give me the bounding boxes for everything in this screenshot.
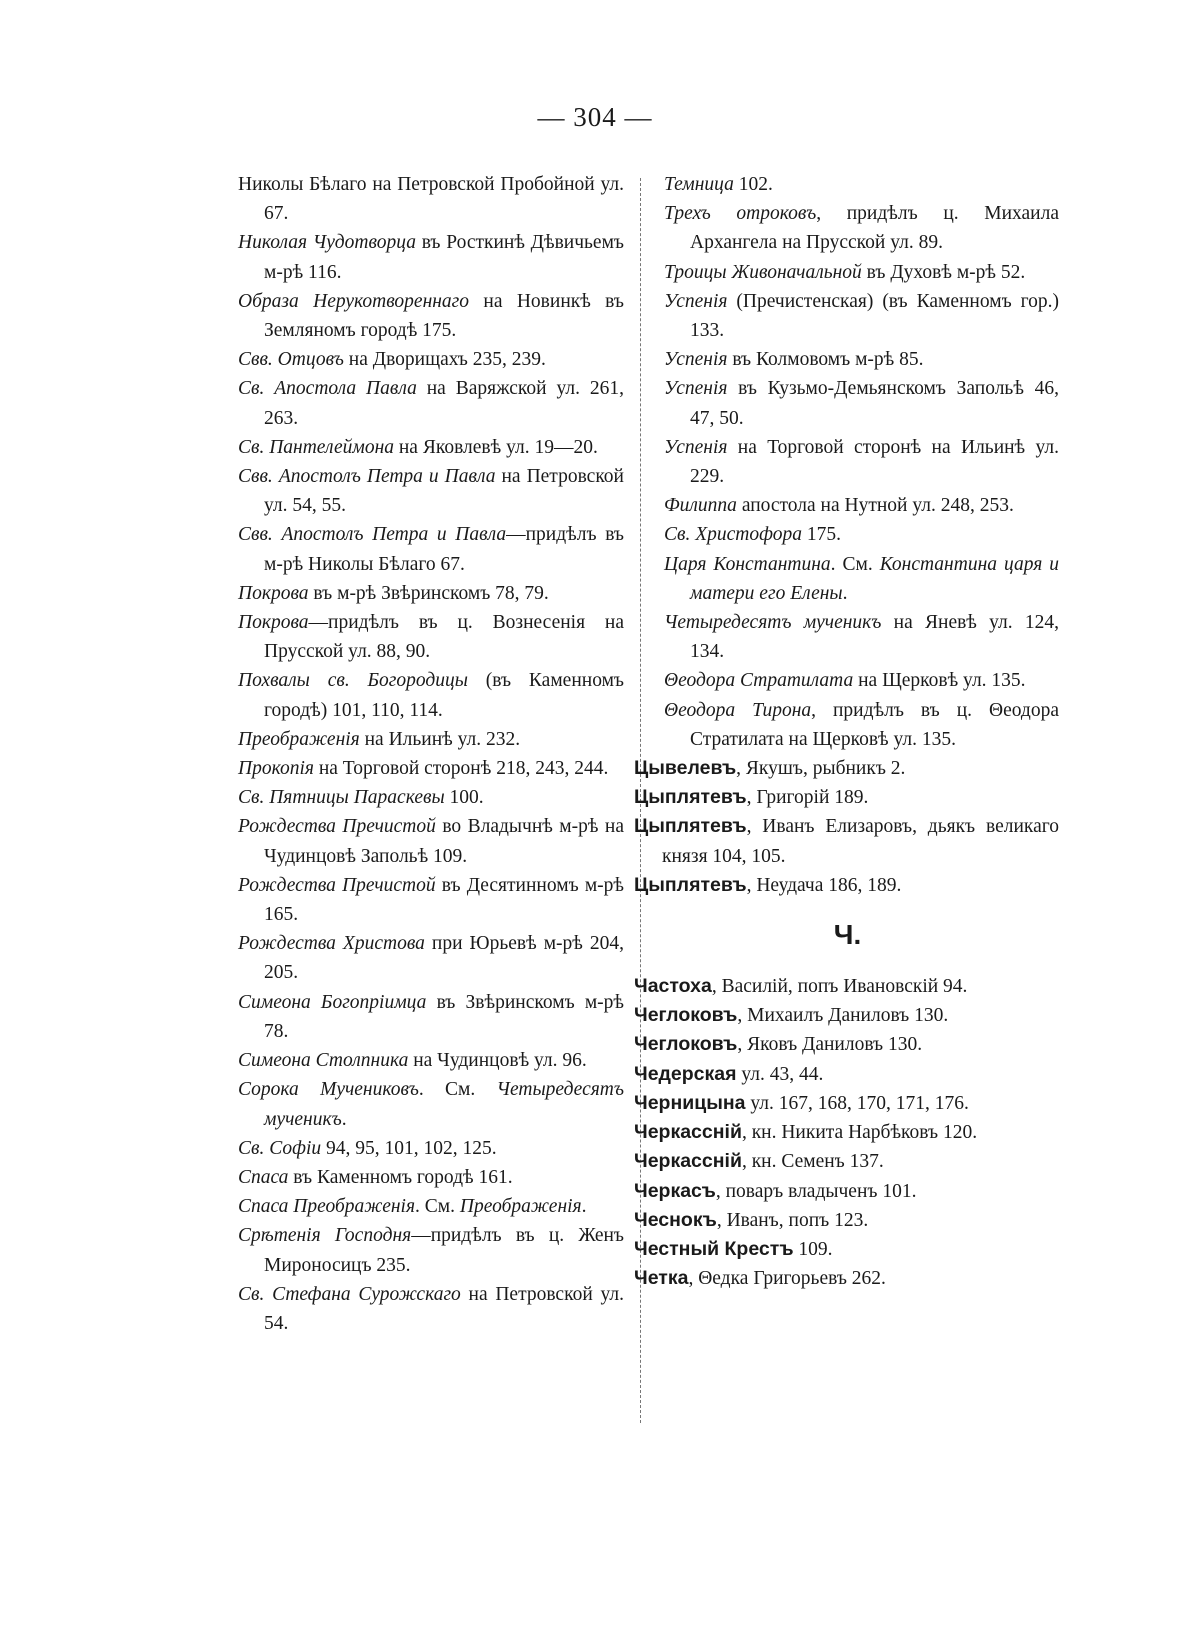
- index-entry: [664, 608, 1059, 666]
- entry-text: .: [341, 1108, 347, 1130]
- entry-title: Филиппа: [664, 495, 737, 517]
- entry-title: Рождества Пречистой: [238, 816, 436, 838]
- index-entry: [238, 754, 624, 783]
- entry-text: , Григорій 189.: [746, 787, 869, 809]
- entry-text: , Θедка Григорьевъ 262.: [688, 1268, 886, 1290]
- entry-text: на Щерковѣ ул. 135.: [853, 670, 1026, 692]
- index-entry: [238, 1134, 624, 1163]
- name-entry: [636, 972, 1059, 1001]
- entry-title: Успенія: [664, 436, 728, 458]
- entry-title: Θеодора Тирона: [664, 699, 812, 721]
- left-column: [238, 170, 624, 1338]
- entry-text: (Пречистенская) (въ Каменномъ гор.) 133.: [690, 290, 1059, 342]
- entry-text: 109.: [793, 1238, 833, 1260]
- entry-title: Успенія: [664, 349, 728, 371]
- entry-text: —придѣлъ въ ц. Вознесенія на Прусской ул. 88, 90.: [264, 612, 624, 663]
- entry-text: въ Колмовомъ м-рѣ 85.: [727, 349, 924, 371]
- entry-title: Св. Апостола Павла: [238, 378, 417, 400]
- entry-reference: Преображенія: [459, 1196, 582, 1218]
- index-entry: [238, 1075, 624, 1133]
- entry-title: Покрова: [238, 612, 309, 634]
- index-entry: [238, 929, 624, 987]
- entry-text: . См.: [830, 553, 880, 575]
- name-entry: [636, 1235, 1059, 1264]
- entry-name: Черкасъ: [634, 1179, 716, 1202]
- index-entry: [238, 374, 624, 432]
- entry-text: .: [842, 582, 848, 604]
- entry-text: 102.: [733, 174, 773, 195]
- entry-text: . См.: [415, 1196, 460, 1218]
- name-entry: [636, 1118, 1059, 1147]
- entry-name: Четка: [634, 1267, 689, 1290]
- page-number: — 304 —: [537, 102, 653, 132]
- entry-text: на Торговой сторонѣ 218, 243, 244.: [313, 758, 609, 780]
- index-entry: [238, 1046, 624, 1075]
- entry-title: Похвалы св. Богородицы: [238, 670, 468, 692]
- name-entry: [636, 1206, 1059, 1235]
- entry-text: на Торговой сторонѣ на Ильинѣ ул. 229.: [690, 436, 1059, 488]
- entry-text: ул. 43, 44.: [736, 1063, 824, 1085]
- index-entry: [238, 725, 624, 754]
- index-entry: [238, 608, 624, 666]
- name-entry: [636, 1264, 1059, 1293]
- entry-title: Рождества Пречистой: [238, 874, 436, 896]
- entry-title: Срѣтенія Господня: [238, 1225, 412, 1247]
- index-entry: [238, 666, 624, 724]
- entry-text: , кн. Семенъ 137.: [741, 1151, 884, 1173]
- entry-name: Черкассній: [634, 1150, 742, 1173]
- entry-text: на Ильинѣ ул. 232.: [359, 728, 521, 750]
- entry-name: Цыплятевъ: [634, 786, 747, 809]
- index-entry: [664, 374, 1059, 432]
- entry-text: 175.: [801, 524, 841, 546]
- entry-text: въ Звѣринскомъ м-рѣ 78.: [264, 991, 625, 1042]
- name-entry: [636, 1060, 1059, 1089]
- entry-text: на Чудинцовѣ ул. 96.: [408, 1050, 587, 1072]
- entry-name: Черницына: [634, 1091, 746, 1114]
- entry-title: Царя Константина: [664, 553, 831, 575]
- entry-text: въ м-рѣ Звѣринскомъ 78, 79.: [308, 582, 549, 604]
- entry-text: (въ Каменномъ городѣ) 101, 110, 114.: [264, 670, 624, 721]
- entry-name: Частоха: [634, 975, 712, 998]
- entry-text: въ Десятинномъ м-рѣ 165.: [264, 874, 624, 926]
- entry-text: , придѣлъ ц. Михаила Архангела на Прусской ул. 89.: [690, 203, 1060, 254]
- entry-text: . См.: [418, 1079, 497, 1101]
- entry-name: Цыплятевъ: [634, 815, 747, 838]
- name-entry: [636, 1147, 1059, 1176]
- index-entry: [238, 988, 624, 1046]
- name-entry: [636, 1030, 1059, 1059]
- name-entry: [636, 812, 1059, 870]
- index-entry: [238, 579, 624, 608]
- index-entry: [238, 287, 624, 345]
- index-entry: [238, 1280, 624, 1338]
- entry-text: апостола на Нутной ул. 248, 253.: [736, 495, 1014, 517]
- name-entry-list-ts: [634, 754, 1059, 900]
- entry-title: Св. Пантелеймона: [238, 436, 394, 458]
- entry-name: Цыплятевъ: [634, 873, 747, 896]
- entry-title: Троицы Живоначальной: [664, 261, 862, 283]
- entry-title: Спаса Преображенія: [238, 1196, 416, 1218]
- entry-text: , Василій, попъ Ивановскій 94.: [711, 976, 968, 998]
- entry-text: 94, 95, 101, 102, 125.: [321, 1137, 497, 1159]
- index-entry: [238, 520, 624, 578]
- entry-text: на Новинкѣ въ Земляномъ городѣ 175.: [264, 290, 624, 342]
- name-entry: [636, 1089, 1059, 1118]
- entry-text: , Неудача 186, 189.: [746, 874, 902, 896]
- entry-title: Свв. Отцовъ: [238, 349, 344, 371]
- left-entry-list: [238, 170, 624, 1338]
- entry-text: , Яковъ Даниловъ 130.: [737, 1034, 923, 1056]
- entry-reference: Четыредесятъ мученикъ: [264, 1079, 624, 1130]
- entry-title: Прокопія: [238, 758, 314, 780]
- index-entry: [664, 696, 1059, 754]
- entry-text: при Юрьевѣ м-рѣ 204, 205.: [264, 933, 624, 984]
- entry-text: , Якушъ, рыбникъ 2.: [736, 758, 906, 780]
- index-entry: [238, 783, 624, 812]
- entry-name: Черкассній: [634, 1121, 742, 1144]
- entry-title: Успенія: [664, 378, 728, 400]
- entry-text: , Иванъ, попъ 123.: [716, 1209, 869, 1231]
- index-entry: [238, 170, 624, 228]
- entry-text: на Петровской ул. 54, 55.: [264, 466, 624, 517]
- entry-title: Рождества Христова: [238, 933, 425, 955]
- entry-title: Θеодора Стратилата: [664, 670, 854, 692]
- entry-text: въ Кузьмо-Демьянскомъ Запольѣ 46, 47, 50.: [690, 378, 1059, 429]
- entry-title: Темница: [664, 174, 734, 195]
- letter-heading: Ч.: [833, 919, 862, 951]
- entry-title: Св. Пятницы Параскевы: [238, 787, 445, 809]
- entry-title: Св. Стефана Сурожскаго: [238, 1283, 461, 1305]
- entry-name: Чеглоковъ: [634, 1033, 738, 1056]
- entry-title: Сорока Мучениковъ: [238, 1079, 419, 1101]
- index-entry: [238, 462, 624, 520]
- right-entry-list: [664, 170, 1059, 754]
- entry-name: Чеснокъ: [634, 1208, 717, 1231]
- entry-text: на Варяжской ул. 261, 263.: [264, 378, 624, 429]
- index-entry: [238, 433, 624, 462]
- entry-text: на Дворищахъ 235, 239.: [343, 349, 546, 371]
- index-entry: [664, 258, 1059, 287]
- entry-title: Покрова: [238, 582, 309, 604]
- entry-text: ул. 167, 168, 170, 171, 176.: [745, 1092, 969, 1114]
- entry-text: , поваръ владыченъ 101.: [715, 1180, 917, 1202]
- entry-text: , Михаилъ Даниловъ 130.: [737, 1005, 949, 1027]
- entry-title: Успенія: [664, 290, 728, 312]
- entry-text: Николы Бѣлаго на Петровской Пробойной ул. 67.: [238, 174, 624, 225]
- index-entry: [238, 1221, 624, 1279]
- entry-text: на Яневѣ ул. 124, 134.: [690, 612, 1059, 663]
- entry-name: Чеглоковъ: [634, 1004, 738, 1027]
- index-entry: [664, 287, 1059, 345]
- entry-text: въ Духовѣ м-рѣ 52.: [861, 261, 1026, 283]
- name-entry: [636, 754, 1059, 783]
- entry-text: —придѣлъ въ м-рѣ Николы Бѣлаго 67.: [264, 524, 625, 575]
- right-column: [634, 170, 1060, 1293]
- index-entry: [238, 1163, 624, 1192]
- entry-name: Честный Крестъ: [634, 1237, 794, 1260]
- entry-text: на Петровской ул. 54.: [264, 1283, 624, 1334]
- entry-reference: Константина царя и матери его Елены: [690, 553, 1059, 604]
- entry-title: Св. Христофора: [664, 524, 802, 546]
- entry-text: въ Росткинѣ Дѣвичьемъ м-рѣ 116.: [264, 232, 624, 283]
- entry-text: въ Каменномъ городѣ 161.: [288, 1166, 513, 1188]
- entry-title: Свв. Апостолъ Петра и Павла: [238, 524, 507, 546]
- entry-title: Четыредесятъ мученикъ: [664, 612, 882, 634]
- entry-title: Симеона Богопріимца: [238, 991, 427, 1013]
- name-entry: [636, 871, 1059, 900]
- entry-text: .: [581, 1196, 587, 1218]
- index-entry: [238, 871, 624, 929]
- entry-text: во Владычнѣ м-рѣ на Чудинцовѣ Запольѣ 109.: [264, 816, 624, 867]
- index-entry: [664, 491, 1059, 520]
- index-entry: [664, 550, 1059, 608]
- entry-text: , кн. Никита Нарбѣковъ 120.: [741, 1122, 978, 1144]
- entry-text: на Яковлевѣ ул. 19—20.: [394, 436, 598, 458]
- index-entry: [238, 345, 624, 374]
- name-entry: [636, 1177, 1059, 1206]
- index-entry: [664, 433, 1059, 491]
- entry-text: —придѣлъ въ ц. Женъ Мироносицъ 235.: [264, 1225, 624, 1276]
- entry-name: Чедерская: [634, 1062, 737, 1085]
- entry-title: Преображенія: [238, 728, 360, 750]
- index-entry: [238, 1192, 624, 1221]
- entry-title: Образа Нерукотвореннаго: [238, 290, 470, 312]
- entry-title: Трехъ отроковъ: [664, 203, 817, 225]
- entry-title: Симеона Столпника: [238, 1050, 409, 1072]
- name-entry: [636, 783, 1059, 812]
- entry-text: 100.: [444, 787, 484, 809]
- index-entry: [664, 520, 1059, 549]
- index-entry: [664, 666, 1059, 695]
- entry-text: , Иванъ Елизаровъ, дьякъ великаго князя 104, 105.: [662, 816, 1059, 867]
- entry-title: Николая Чудотворца: [238, 232, 416, 254]
- index-entry: [664, 199, 1059, 257]
- entry-name: Цывелевъ: [634, 757, 737, 780]
- entry-text: , придѣлъ въ ц. Θеодора Стратилата на Щерковѣ ул. 135.: [690, 699, 1059, 750]
- name-entry-list-ch: [634, 972, 1059, 1293]
- entry-title: Свв. Апостолъ Петра и Павла: [238, 466, 496, 488]
- index-entry: [238, 812, 624, 870]
- index-entry: [238, 228, 624, 286]
- name-entry: [636, 1001, 1059, 1030]
- entry-title: Св. Софіи: [238, 1137, 322, 1159]
- index-entry: [664, 345, 1059, 374]
- index-entry: [664, 170, 1059, 199]
- entry-title: Спаса: [238, 1166, 289, 1188]
